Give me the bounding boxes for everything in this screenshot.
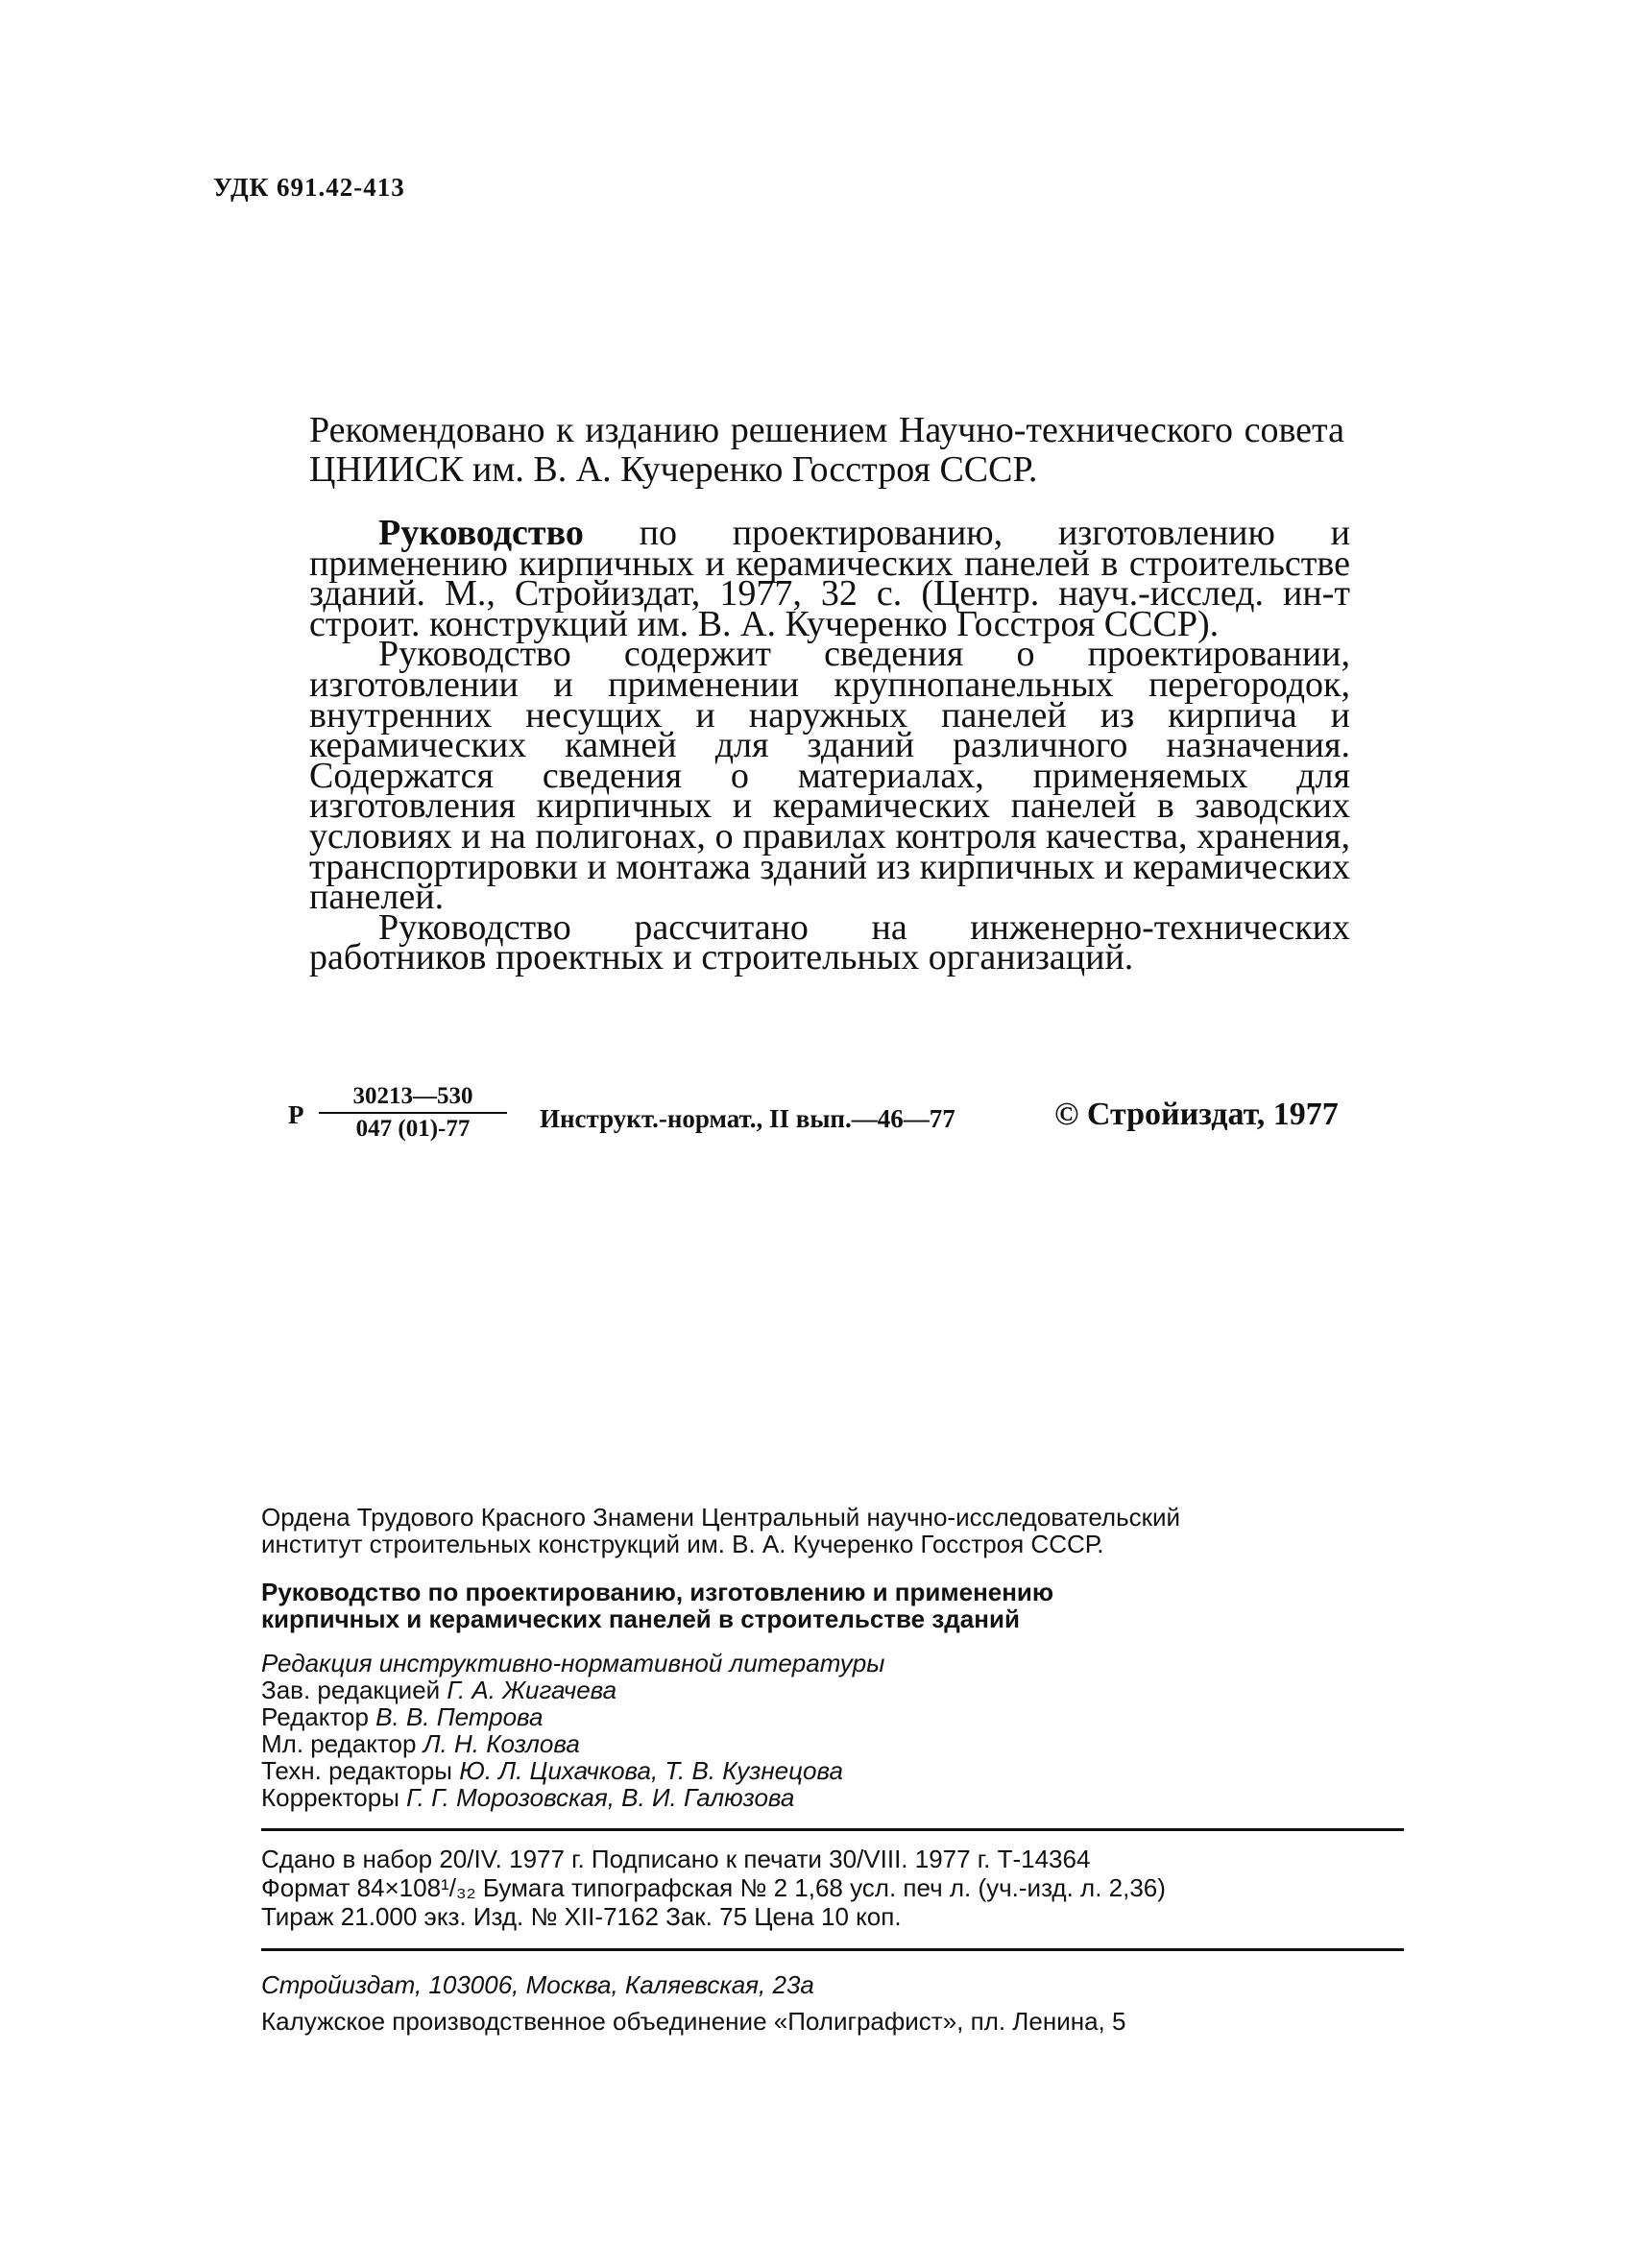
credit-line — [261, 1703, 1404, 1730]
print-line: Тираж 21.000 экз. Изд. № XII-7162 Зак. 75 Цена 10 коп. — [261, 1902, 902, 1931]
credit-name: В. В. Петрова — [375, 1702, 544, 1731]
credit-line — [261, 1677, 1404, 1703]
annotation-paragraph-2: Руководство содержит сведения о проектировании, изготовлении и применении крупнопанельных перегородок, внутренних несущих и наружных панелей из кирпича и керамических камней для зданий различного назначения. Содержатся сведения о материалах, применяемых для изготовления кирпичных и керамических панелей в заводских условиях и на полигонах, о правилах контроля качества, хранения, транспортировки и монтажа зданий из кирпичных и керамических панелей. — [309, 634, 1350, 918]
print-details — [261, 1845, 1404, 1931]
credit-name: Л. Н. Козлова — [423, 1729, 580, 1758]
annotation — [309, 513, 1350, 978]
credit-role: Зав. редакцией — [261, 1676, 441, 1704]
print-line: Сдано в набор 20/IV. 1977 г. Подписано к печати 30/VIII. 1977 г. Т-14364 — [261, 1845, 1091, 1873]
annotation-lead-rest: по проектированию, изготовлению и применению кирпичных и керамических панелей в строительстве зданий. М., Стройиздат, 1977, 32 с. (Центр. науч.-исслед. ин-т строит. конструкций им. В. А. Кучеренко Госстроя СССР). — [309, 513, 1350, 644]
print-line: Формат 84×108¹/₃₂ Бумага типографская № 2 1,68 усл. печ л. (уч.-изд. л. 2,36) — [261, 1873, 1166, 1902]
credit-line — [261, 1784, 1404, 1811]
publisher: Стройиздат, 103006, Москва, Каляевская, 23а — [261, 1970, 814, 1999]
printer: Калужское производственное объединение «Полиграфист», пл. Ленина, 5 — [261, 2007, 1126, 2036]
annotation-lead: Руководство — [378, 513, 584, 553]
credit-line — [261, 1730, 1404, 1757]
organization — [261, 1504, 1404, 1557]
annotation-paragraph-3: Руководство рассчитано на инженерно-технических работников проектных и строительных организаций. — [309, 906, 1350, 978]
divider — [261, 1948, 1404, 1951]
credit-role: Корректоры — [261, 1783, 399, 1812]
credit-name: Г. Г. Морозовская, В. И. Галюзова — [406, 1783, 795, 1812]
divider — [261, 1828, 1404, 1831]
book-title-line: Руководство по проектированию, изготовлению и применению — [261, 1578, 1054, 1606]
organization-line: Ордена Трудового Красного Знамени Центральный научно-исследовательский — [261, 1503, 1181, 1532]
publisher-info — [261, 1970, 1404, 2036]
credit-name: Ю. Л. Цихачкова, Т. В. Кузнецова — [459, 1756, 843, 1785]
credit-role: Техн. редакторы — [261, 1756, 452, 1785]
catalog-index — [288, 1083, 1392, 1141]
book-title — [261, 1579, 1404, 1632]
credits — [261, 1650, 1404, 1811]
annotation-paragraph-1 — [309, 513, 1350, 644]
copyright: © Стройиздат, 1977 — [1054, 1097, 1339, 1132]
catalog-prefix: Р — [288, 1100, 304, 1129]
edition-office: Редакция инструктивно-нормативной литературы — [261, 1649, 885, 1677]
imprint — [261, 1504, 1404, 2036]
credit-line — [261, 1757, 1404, 1784]
catalog-fraction — [319, 1083, 507, 1143]
credit-name: Г. А. Жигачева — [447, 1676, 617, 1704]
organization-line: институт строительных конструкций им. В. А. Кучеренко Госстроя СССР. — [261, 1530, 1104, 1558]
catalog-instruction: Инструкт.-нормат., II вып.—46—77 — [540, 1104, 955, 1133]
credit-role: Мл. редактор — [261, 1729, 417, 1758]
credit-role: Редактор — [261, 1702, 369, 1731]
udk-code: УДК 691.42-413 — [213, 173, 405, 202]
catalog-denominator: 047 (01)-77 — [355, 1116, 471, 1142]
recommendation-note: Рекомендовано к изданию решением Научно-технического совета ЦНИИСК им. В. А. Кучеренко Госстроя СССР. — [309, 410, 1344, 490]
catalog-numerator: 30213—530 — [319, 1083, 507, 1114]
book-title-line: кирпичных и керамических панелей в строительстве зданий — [261, 1604, 1020, 1633]
